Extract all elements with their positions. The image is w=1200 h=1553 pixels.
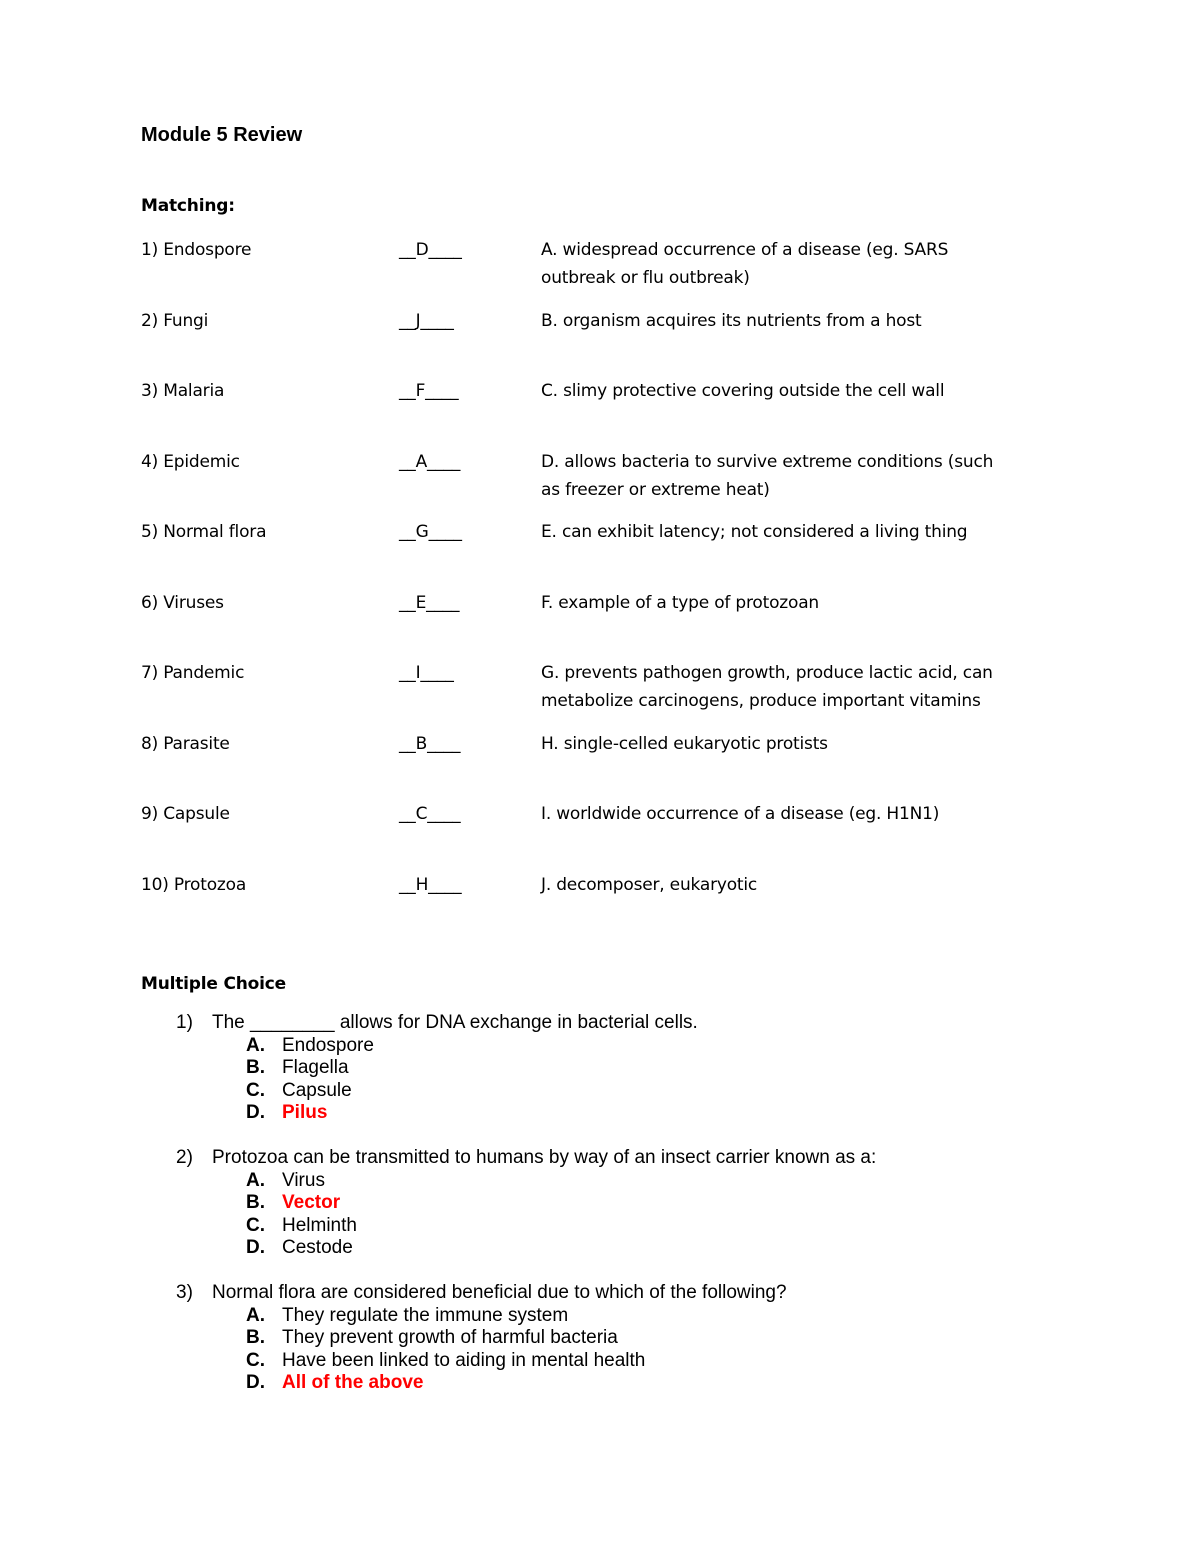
option-text: Capsule [282,1079,352,1101]
option-text: Helminth [282,1214,357,1236]
option-text: Have been linked to aiding in mental health [282,1349,646,1371]
option-letter: D. [246,1237,265,1258]
option-letter: B. [246,1327,265,1348]
matching-list [141,236,1001,941]
option-letter: C. [246,1349,265,1371]
option-letter: A. [246,1169,265,1191]
matching-definition: F. example of a type of protozoan [541,592,820,613]
option-letter: A. [246,1034,265,1056]
matching-row [141,730,1001,801]
option-text: They regulate the immune system [282,1304,569,1326]
matching-row [141,377,1001,448]
matching-term: 3) Malaria [141,381,225,401]
matching-row [141,589,1001,660]
matching-term: 10) Protozoa [141,874,247,895]
matching-definition: D. allows bacteria to survive extreme conditions (such as freezer or extreme heat) [541,451,994,500]
matching-answer: __H____ [399,874,462,895]
matching-row [141,518,1001,589]
question-stem [176,1012,1076,1035]
option-text: Virus [282,1169,325,1191]
matching-answer: __C____ [399,804,461,824]
matching-answer: __G____ [399,522,462,542]
question-text: The ________ allows for DNA exchange in bacterial cells. [212,1012,698,1033]
answer-option-correct [176,1192,1076,1215]
matching-term: 2) Fungi [141,310,209,331]
option-text: Vector [282,1192,341,1213]
matching-definition: E. can exhibit latency; not considered a living thing [541,522,968,542]
multiple-choice-list [176,1012,1076,1417]
answer-option [176,1170,1076,1193]
option-text: Endospore [282,1034,374,1056]
option-letter: D. [246,1372,265,1393]
question-text: Normal flora are considered beneficial due to which of the following? [212,1282,787,1303]
question-number: 1) [176,1012,193,1033]
matching-row [141,236,1001,307]
option-text: Flagella [282,1057,349,1078]
question-number: 3) [176,1282,193,1303]
option-text: All of the above [282,1372,424,1393]
matching-term: 1) Endospore [141,240,252,260]
option-letter: D. [246,1102,265,1123]
question-item [176,1012,1076,1125]
matching-term: 5) Normal flora [141,522,267,542]
matching-row [141,800,1001,871]
answer-option-correct [176,1102,1076,1125]
option-letter: A. [246,1304,265,1326]
matching-term: 9) Capsule [141,804,230,824]
option-letter: C. [246,1079,265,1101]
option-text: Cestode [282,1237,353,1258]
option-letter: C. [246,1214,265,1236]
matching-row [141,307,1001,378]
matching-term: 4) Epidemic [141,451,240,472]
matching-answer: __E____ [399,592,460,613]
answer-option [176,1035,1076,1058]
option-letter: B. [246,1192,265,1213]
matching-definition: C. slimy protective covering outside the cell wall [541,381,945,401]
answer-option [176,1080,1076,1103]
matching-row [141,871,1001,942]
matching-answer: __I____ [399,663,454,683]
answer-option [176,1350,1076,1373]
question-item [176,1147,1076,1260]
question-number: 2) [176,1147,193,1168]
question-text: Protozoa can be transmitted to humans by way of an insect carrier known as a: [212,1147,877,1168]
matching-row [141,659,1001,730]
question-stem [176,1147,1076,1170]
matching-row [141,448,1001,519]
matching-definition: I. worldwide occurrence of a disease (eg. H1N1) [541,804,940,824]
page-title: Module 5 Review [141,124,303,146]
answer-option [176,1327,1076,1350]
matching-heading: Matching: [141,196,235,216]
answer-option [176,1057,1076,1080]
matching-answer: __B____ [399,733,461,754]
answer-option [176,1305,1076,1328]
answer-option [176,1215,1076,1238]
multiple-choice-heading: Multiple Choice [141,974,286,994]
matching-term: 6) Viruses [141,592,224,613]
question-stem [176,1282,1076,1305]
matching-definition: J. decomposer, eukaryotic [541,874,758,895]
option-letter: B. [246,1057,265,1078]
matching-definition: H. single-celled eukaryotic protists [541,733,828,754]
matching-answer: __J____ [399,310,454,331]
answer-option-correct [176,1372,1076,1395]
matching-definition: A. widespread occurrence of a disease (eg. SARS outbreak or flu outbreak) [541,240,949,288]
answer-option [176,1237,1076,1260]
matching-definition: G. prevents pathogen growth, produce lactic acid, can metabolize carcinogens, produce important vitamins [541,663,993,711]
matching-answer: __F____ [399,381,459,401]
option-text: They prevent growth of harmful bacteria [282,1327,618,1348]
matching-answer: __A____ [399,451,461,472]
matching-term: 7) Pandemic [141,663,245,683]
matching-answer: __D____ [399,240,462,260]
question-item [176,1282,1076,1395]
matching-term: 8) Parasite [141,733,230,754]
matching-definition: B. organism acquires its nutrients from a host [541,310,922,331]
option-text: Pilus [282,1102,328,1123]
